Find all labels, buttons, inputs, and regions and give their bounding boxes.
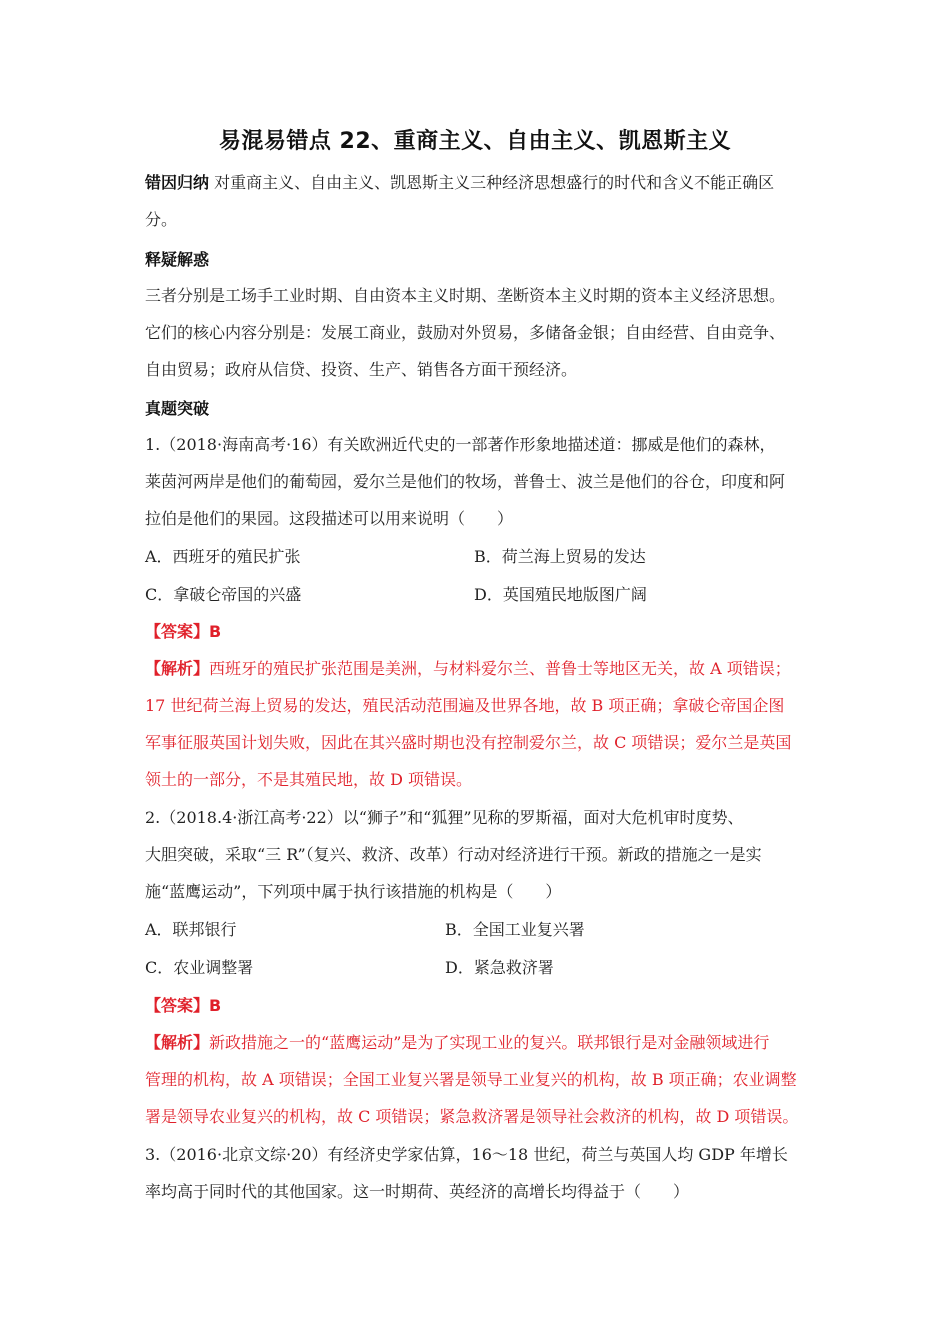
q2-analysis-line: 署是领导农业复兴的机构，故 C 项错误；紧急救济署是领导社会救济的机构，故 D 项错误。	[145, 1107, 799, 1126]
explanation-line: 三者分别是工场手工业时期、自由资本主义时期、垄断资本主义时期的资本主义经济思想。	[145, 286, 786, 305]
q1-analysis-label: 【解析】	[145, 659, 210, 678]
q2-option-b: B．全国工业复兴署	[445, 920, 585, 939]
q2-analysis-text: 新政措施之一的“蓝鹰运动”是为了实现工业的复兴。联邦银行是对金融领域进行	[209, 1033, 770, 1052]
q3-stem-line: 3.（2016·北京文综·20）有经济史学家估算，16～18 世纪，荷兰与英国人均 GDP 年增长	[145, 1145, 788, 1164]
q2-analysis-line-1	[145, 1033, 835, 1053]
explanation-heading: 释疑解惑	[145, 250, 210, 269]
q1-option-d: D．英国殖民地版图广阔	[474, 585, 647, 604]
q1-answer: 【答案】B	[145, 622, 222, 641]
q1-option-c: C．拿破仑帝国的兴盛	[145, 585, 302, 604]
q2-analysis-label: 【解析】	[145, 1033, 210, 1052]
q1-analysis-text: 西班牙的殖民扩张范围是美洲，与材料爱尔兰、普鲁士等地区无关，故 A 项错误；	[209, 659, 791, 678]
q2-analysis-line: 管理的机构，故 A 项错误；全国工业复兴署是领导工业复兴的机构，故 B 项正确；农业调整	[145, 1070, 797, 1089]
q2-stem-line: 2.（2018.4·浙江高考·22）以“狮子”和“狐狸”见称的罗斯福，面对大危机审时度势、	[145, 808, 744, 827]
q1-option-a: A．西班牙的殖民扩张	[145, 547, 301, 566]
q2-stem-line: 大胆突破，采取“三 R”（复兴、救济、改革）行动对经济进行干预。新政的措施之一是实	[145, 845, 762, 864]
explanation-line: 它们的核心内容分别是：发展工商业，鼓励对外贸易，多储备金银；自由经营、自由竞争、	[145, 323, 786, 342]
explanation-line: 自由贸易；政府从信贷、投资、生产、销售各方面干预经济。	[145, 360, 578, 379]
error-summary-line-1	[145, 173, 835, 193]
q1-analysis-line: 领土的一部分，不是其殖民地，故 D 项错误。	[145, 770, 473, 789]
page-title: 易混易错点 22、重商主义、自由主义、凯恩斯主义	[218, 129, 732, 154]
q1-option-b: B．荷兰海上贸易的发达	[474, 547, 646, 566]
q1-stem-line: 莱茵河两岸是他们的葡萄园，爱尔兰是他们的牧场，普鲁士、波兰是他们的谷仓，印度和阿	[145, 472, 786, 491]
q1-analysis-line: 17 世纪荷兰海上贸易的发达，殖民活动范围遍及世界各地，故 B 项正确；拿破仑帝国企图	[145, 696, 785, 715]
q2-option-a: A．联邦银行	[145, 920, 237, 939]
error-summary-line-2: 分。	[145, 210, 178, 229]
error-summary-label: 错因归纳	[145, 173, 210, 192]
q2-answer: 【答案】B	[145, 996, 222, 1015]
q1-stem-line: 拉伯是他们的果园。这段描述可以用来说明（ ）	[145, 509, 514, 528]
q3-stem-line: 率均高于同时代的其他国家。这一时期荷、英经济的高增长均得益于（ ）	[145, 1182, 690, 1201]
q1-analysis-line-1	[145, 659, 835, 679]
practice-heading: 真题突破	[145, 399, 210, 418]
q1-stem-line: 1.（2018·海南高考·16）有关欧洲近代史的一部著作形象地描述道：挪威是他们的森林，	[145, 435, 776, 454]
q1-analysis-line: 军事征服英国计划失败，因此在其兴盛时期也没有控制爱尔兰，故 C 项错误；爱尔兰是英国	[145, 733, 792, 752]
q2-option-c: C．农业调整署	[145, 958, 254, 977]
error-summary-text: 对重商主义、自由主义、凯恩斯主义三种经济思想盛行的时代和含义不能正确区	[214, 173, 775, 192]
q2-stem-line: 施“蓝鹰运动”，下列项中属于执行该措施的机构是（ ）	[145, 882, 562, 901]
q2-option-d: D．紧急救济署	[445, 958, 554, 977]
